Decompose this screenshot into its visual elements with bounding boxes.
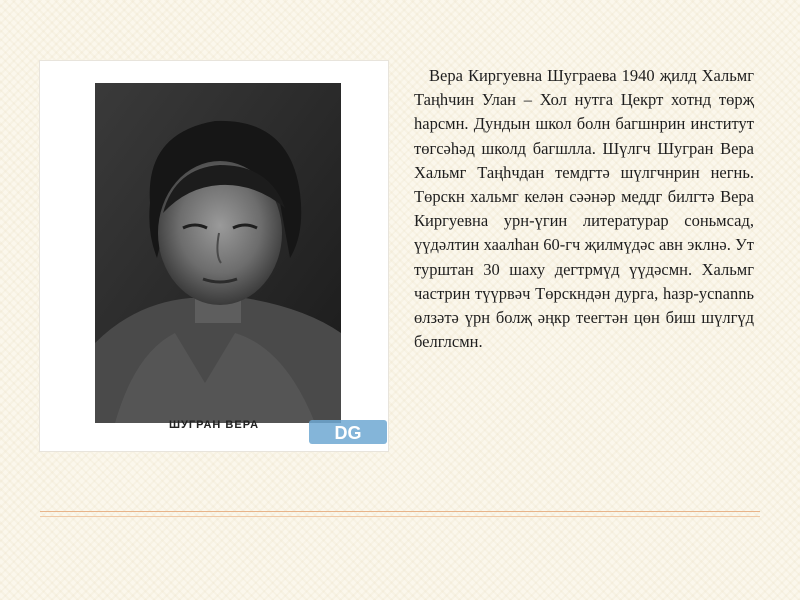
publisher-logo (307, 416, 389, 448)
portrait-caption: ШУГРАН ВЕРА (168, 419, 260, 431)
biography-text: Вера Киргуевна Шуграева 1940 җилд Хальмг Таңһчин Улан – Хол нутга Цекрт хотнд төрҗ һарсмн. Дундын школ болн багшнрин институт төгсәһәд школд багшлла. Шүлгч Шугран Вера Хальмг Таңһчдан темдгтә шүлгчнрин негнь. Төрскн хальмг келән сәәнәр меддг билгтә Вера Киргуевна урн-үгин литературар соньмсад, үүдәлтин хаалһан 60-гч җилмүдәс авн эклнә. Ут турштан 30 шаху дегтрмүд үүдәсмн. Хальмг частрин түүрвәч Төрскндән дурга, һазр-усnannь өлзәтә үрн болҗ әңкр теегтән цөн биш шүлгүд белглсмн. (414, 66, 754, 352)
logo-text: DG (334, 423, 362, 443)
footer-rule-secondary (40, 516, 760, 517)
portrait-card (40, 61, 388, 451)
portrait-photo (95, 83, 341, 423)
footer-rule (40, 511, 760, 512)
